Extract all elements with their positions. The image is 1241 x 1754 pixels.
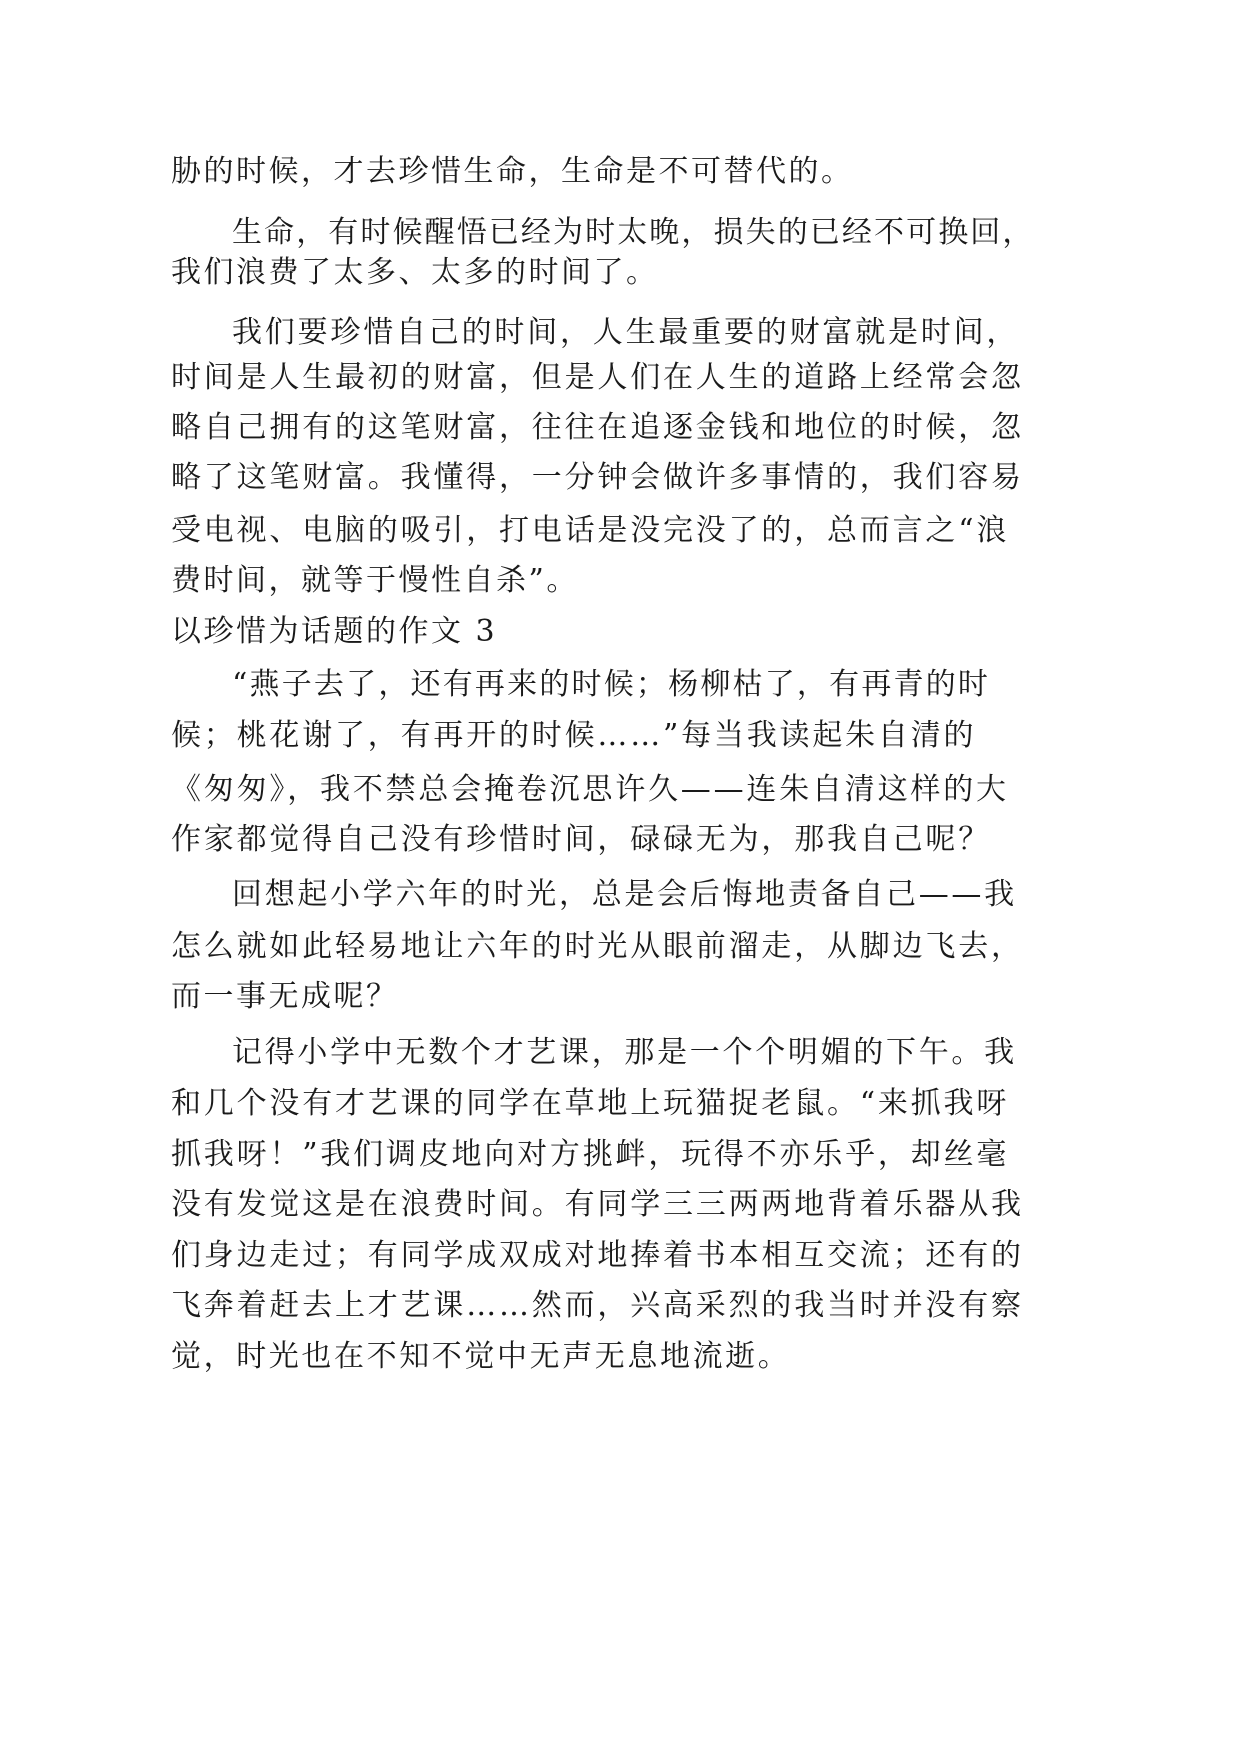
text-line: 略了这笔财富。我懂得，一分钟会做许多事情的，我们容易: [171, 460, 1024, 495]
text-line: 怎么就如此轻易地让六年的时光从眼前溜走，从脚边飞去，: [171, 929, 1024, 964]
text-line: 抓我呀！”我们调皮地向对方挑衅，玩得不亦乐乎，却丝毫: [171, 1137, 1010, 1172]
text-line: 记得小学中无数个才艺课，那是一个个明媚的下午。我: [232, 1035, 1017, 1070]
text-line: 略自己拥有的这笔财富，往往在追逐金钱和地位的时候，忽: [171, 410, 1024, 445]
text-line: 时间是人生最初的财富，但是人们在人生的道路上经常会忽: [171, 360, 1024, 395]
text-line: 而一事无成呢？: [171, 979, 399, 1014]
text-line: 和几个没有才艺课的同学在草地上玩猫捉老鼠。“来抓我呀: [171, 1086, 1010, 1121]
text-line: 没有发觉这是在浪费时间。有同学三三两两地背着乐器从我: [171, 1187, 1024, 1222]
text-line: 费时间，就等于慢性自杀”。: [171, 563, 579, 598]
text-line: “燕子去了，还有再来的时候；杨柳枯了，有再青的时: [232, 667, 991, 702]
text-line: 觉，时光也在不知不觉中无声无息地流逝。: [171, 1339, 791, 1374]
text-line: 作家都觉得自己没有珍惜时间，碌碌无为，那我自己呢？: [171, 822, 991, 857]
text-line: 胁的时候，才去珍惜生命，生命是不可替代的。: [171, 154, 854, 189]
text-line: 生命，有时候醒悟已经为时太晚，损失的已经不可换回，: [232, 215, 1035, 250]
text-line: 们身边走过；有同学成双成对地捧着书本相互交流；还有的: [171, 1238, 1024, 1273]
text-line: 我们要珍惜自己的时间，人生最重要的财富就是时间，: [232, 315, 1020, 350]
section-heading: 以珍惜为话题的作文 3: [171, 614, 498, 649]
text-line: 飞奔着赶去上才艺课……然而，兴高采烈的我当时并没有察: [171, 1288, 1024, 1323]
text-line: 候；桃花谢了，有再开的时候……”每当我读起朱自清的: [171, 718, 977, 753]
text-line: 《匆匆》，我不禁总会掩卷沉思许久——连朱自清这样的大: [171, 772, 1009, 807]
text-line: 我们浪费了太多、太多的时间了。: [171, 255, 659, 290]
text-line: 回想起小学六年的时光，总是会后悔地责备自己——我: [232, 877, 1017, 912]
text-line: 受电视、电脑的吸引，打电话是没完没了的，总而言之“浪: [171, 513, 1010, 548]
